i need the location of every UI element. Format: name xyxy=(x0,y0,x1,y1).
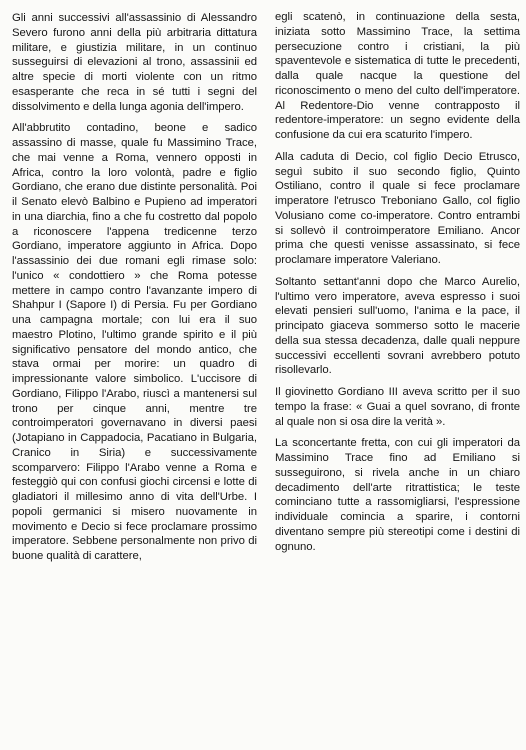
paragraph: All'abbrutito contadino, beone e sadico assassino di masse, quale fu Massimino Trace, che mai venne a Roma, vennero opposti in Africa, contro la loro volontà, padre e figlio Gordiano, che erano due distinte personalità. Poi il Senato elevò Balbino e Pupieno ad imperatori in una diarchia, fino a che fu costretto dal popolo a riconoscere l'appena tredicenne terzo Gordiano, imperatore aggiunto in Africa. Dopo l'assassinio dei due romani egli rimase solo: l'unico « condottiero » che Roma potesse mettere in campo contro l'avanzante impero di Shahpur I (Sapore I) di Persia. Fu per Gordiano una campagna mortale; con lui era il suo maestro Plotino, l'ultimo grande spirito e il più significativo pensatore del mondo antico, che stava ormai per morire: un quadro di impressionante valore simbolico. L'uccisore di Gordiano, Filippo l'Arabo, riuscì a mantenersi sul trono per cinque anni, mentre tre controimperatori governavano in diversi paesi (Jotapiano in Cappadocia, Pacatiano in Bulgaria, Cranico in Siria) e successivamente scomparvero: Filippo l'Arabo venne a Roma e festeggiò qui con confusi giochi circensi e lotte di gladiatori il millesimo anno di vita dell'Urbe. I popoli germanici si misero nuovamente in movimento e Decio si fece proclamare prossimo imperatore. Sebbene personalmente non privo di buone qualità di carattere, xyxy=(12,122,257,562)
document-page xyxy=(12,10,520,740)
paragraph: egli scatenò, in continuazione della sesta, iniziata sotto Massimino Trace, la settima persecuzione contro i cristiani, la più spaventevole e sistematica di tutte le precedenti, dalla quale nacque la questione del riconoscimento o meno del culto dell'imperatore. Al Redentore-Dio venne contrapposto il redentore-imperatore: un segno evidente della confusione da cui era scaturito l'impero. xyxy=(275,11,520,141)
paragraph: Gli anni successivi all'assassinio di Alessandro Severo furono anni della più arbitraria dittatura militare, e giustizia militare, in un continuo susseguirsi di elevazioni al trono, assassinii ed altre specie di morti violente con un ritmo esasperante che reca in sé tutti i segni del dissolvimento e della lunga agonia dell'impero. xyxy=(12,12,257,113)
paragraph: Soltanto settant'anni dopo che Marco Aurelio, l'ultimo vero imperatore, aveva espresso i suoi elevati pensieri sull'uomo, l'anima e la pace, il principato giaceva sommerso sotto le macerie della sua stessa decadenza, dalle quali neppure successivi eccellenti sovrani avrebbero potuto risollevarlo. xyxy=(275,275,520,377)
text-column-right xyxy=(275,10,520,740)
paragraph: La sconcertante fretta, con cui gli imperatori da Massimino Trace fino ad Emiliano si susseguirono, si rivela anche in un chiaro decadimento dell'arte ritrattistica; le teste cominciano tutte a rassomigliarsi, l'espressione individuale comincia a sparire, i contorni diventano sempre più stereotipi come i destini di ognuno. xyxy=(275,437,520,553)
text-column-left xyxy=(12,11,257,740)
paragraph: Il giovinetto Gordiano III aveva scritto per il suo tempo la frase: « Guai a quel sovrano, di fronte al quale non si osa dire la verità ». xyxy=(275,386,520,428)
paragraph: Alla caduta di Decio, col figlio Decio Etrusco, seguì subito il suo secondo figlio, Quinto Ostiliano, contro il quale si fece proclamare imperatore l'etrusco Treboniano Gallo, col figlio Volusiano come co-imperatore. Contro entrambi si sollevò il controimperatore Emiliano. Ancor prima che questi venisse assassinato, si fece proclamare imperatore Valeriano. xyxy=(275,150,520,266)
